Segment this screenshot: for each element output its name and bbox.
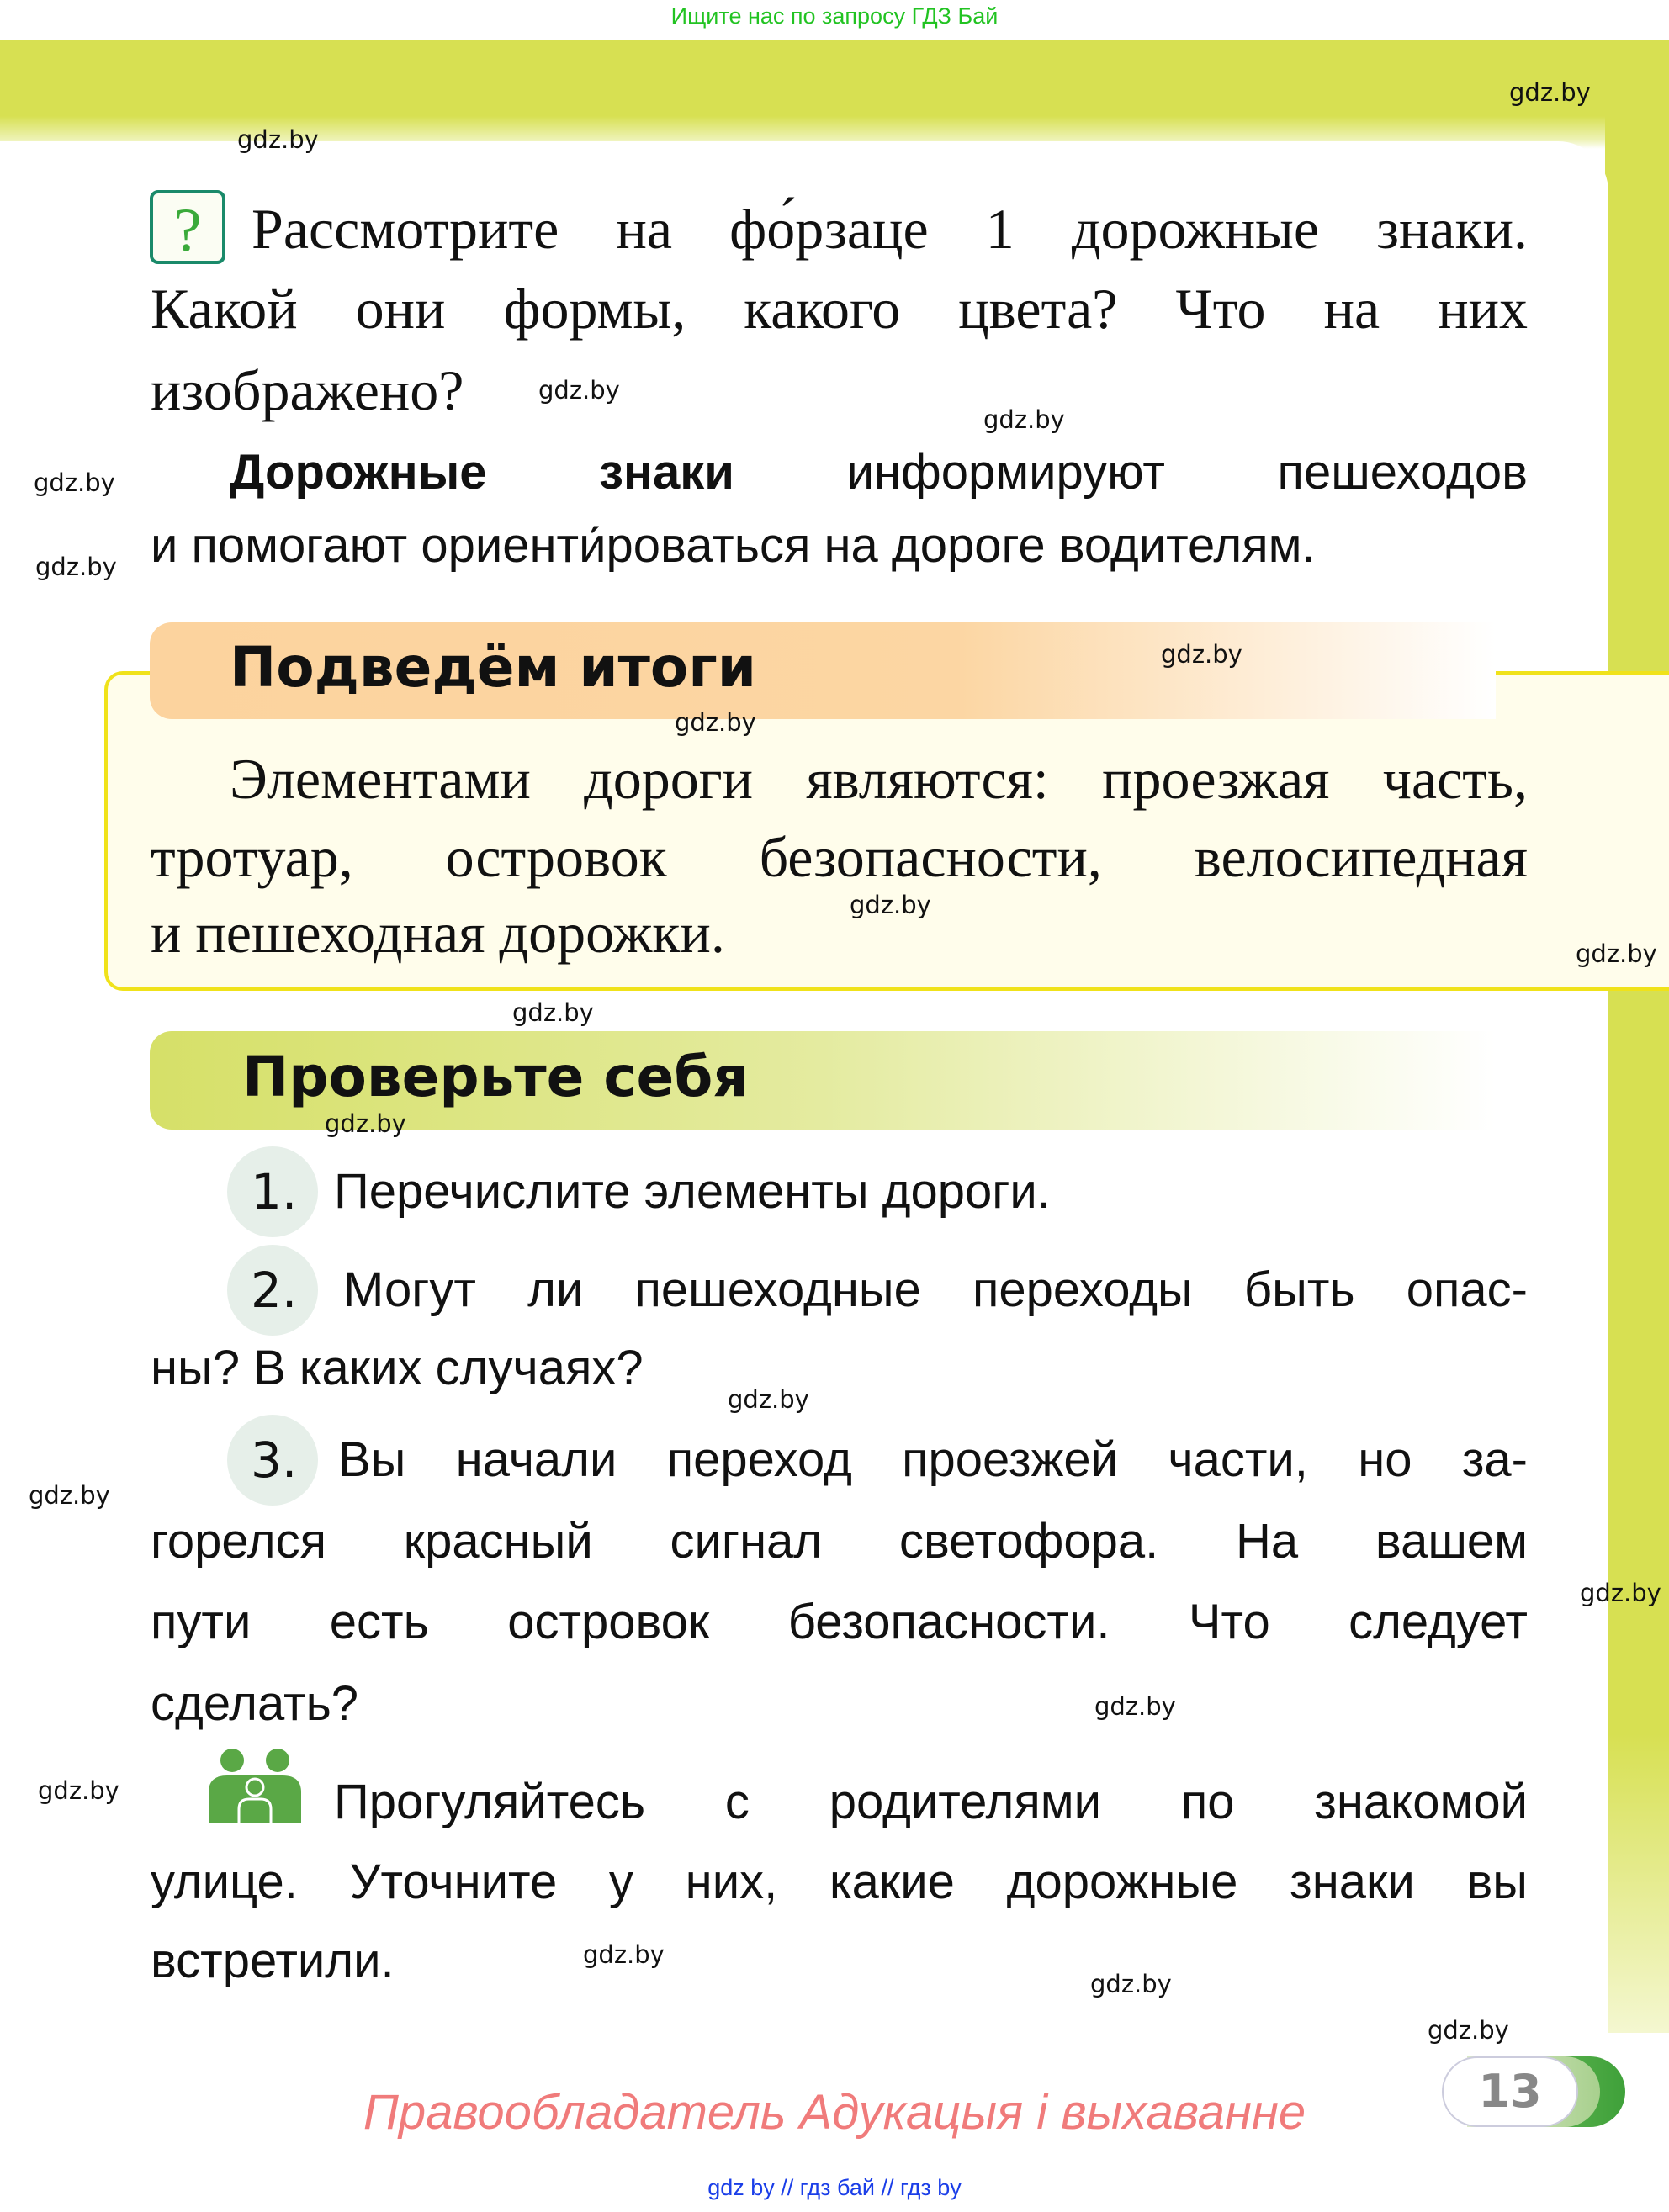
watermark: gdz.by <box>1090 1970 1172 1998</box>
bottom-link[interactable]: gdz by // гдз бай // гдз by <box>707 2175 962 2200</box>
question-line: пути есть островок безопасности. Что следует <box>151 1595 1528 1649</box>
check-title: Проверьте себя <box>242 1045 749 1109</box>
question-line: горелся красный сигнал светофора. На вашем <box>151 1514 1528 1569</box>
road-signs-term: Дорожные знаки <box>230 445 734 500</box>
top-note: Ищите нас по запросу ГДЗ Бай <box>670 3 999 29</box>
watermark: gdz.by <box>983 405 1065 434</box>
road-signs-line <box>230 445 1528 500</box>
watermark: gdz.by <box>29 1481 110 1510</box>
watermark: gdz.by <box>325 1109 406 1138</box>
question-line: ны? В каких случаях? <box>151 1341 644 1395</box>
summary-line: тротуар, островок безопасности, велосипедная <box>151 825 1528 889</box>
watermark: gdz.by <box>34 468 115 497</box>
copyright-text: Правообладатель Адукацыя і выхаванне <box>363 2085 1306 2140</box>
page-number: 13 <box>1478 2065 1542 2118</box>
watermark: gdz.by <box>675 708 756 737</box>
watermark: gdz.by <box>512 998 594 1027</box>
question-icon: ? <box>150 190 225 264</box>
family-icon <box>209 1749 301 1824</box>
item-number: 3. <box>251 1431 298 1489</box>
watermark: gdz.by <box>583 1940 665 1969</box>
question-line: Вы начали переход проезжей части, но за- <box>338 1432 1528 1487</box>
summary-title: Подведём итоги <box>230 635 756 700</box>
road-signs-text: информируют пешеходов <box>846 445 1528 500</box>
intro-line: Какой они формы, какого цвета? Что на них <box>151 277 1528 341</box>
item-number: 1. <box>251 1163 298 1220</box>
watermark: gdz.by <box>728 1385 809 1414</box>
watermark: gdz.by <box>38 1776 119 1805</box>
watermark: gdz.by <box>1094 1692 1176 1721</box>
intro-line: изображено? <box>151 358 464 422</box>
watermark: gdz.by <box>1428 2016 1509 2045</box>
question-line: Перечислите элементы дороги. <box>334 1164 1051 1219</box>
watermark: gdz.by <box>1576 939 1657 968</box>
watermark: gdz.by <box>1509 78 1591 107</box>
summary-line: Элементами дороги являются: проезжая часть, <box>230 747 1528 811</box>
family-task-line: встретили. <box>151 1934 395 1988</box>
road-signs-line2: и помогают ориенти́роваться на дороге водителям. <box>151 518 1316 573</box>
right-green-strip <box>1605 40 1669 2033</box>
question-line: Могут ли пешеходные переходы быть опас- <box>343 1262 1528 1317</box>
question-line: сделать? <box>151 1676 359 1731</box>
summary-line: и пешеходная дорожки. <box>151 901 725 965</box>
family-task-line: улице. Уточните у них, какие дорожные знаки вы <box>151 1855 1528 1909</box>
watermark: gdz.by <box>538 376 620 405</box>
intro-line: Рассмотрите на фо́рзаце 1 дорожные знаки. <box>252 197 1528 261</box>
watermark: gdz.by <box>850 891 931 919</box>
watermark: gdz.by <box>35 553 117 581</box>
item-number: 2. <box>251 1262 298 1319</box>
family-task-line: Прогуляйтесь с родителями по знакомой <box>334 1775 1528 1829</box>
watermark: gdz.by <box>1161 640 1242 669</box>
watermark: gdz.by <box>237 125 319 154</box>
watermark: gdz.by <box>1580 1579 1661 1607</box>
